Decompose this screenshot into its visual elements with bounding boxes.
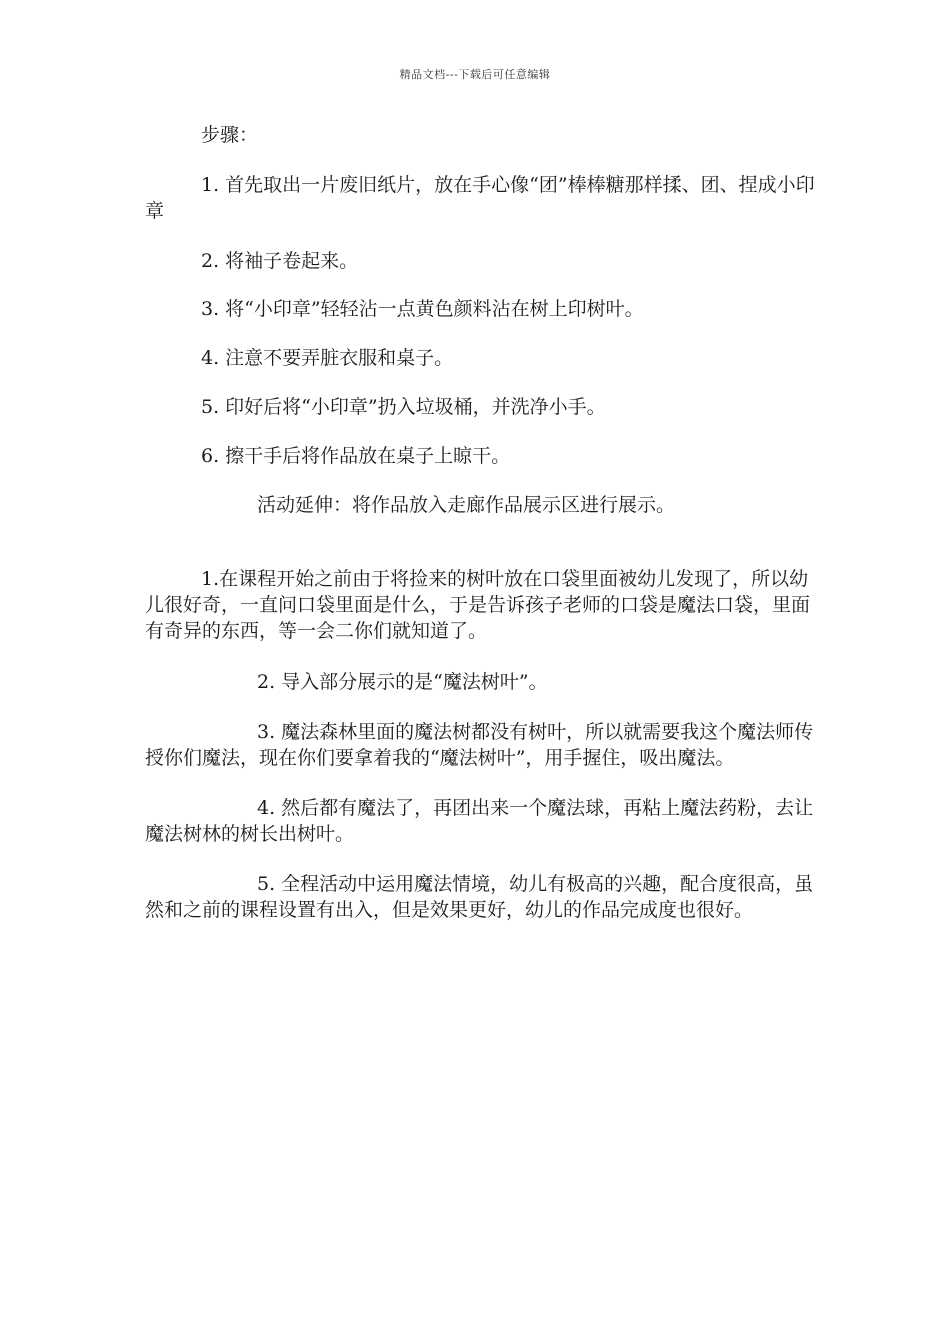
reflection-section <box>145 566 817 923</box>
step-item: 2. 将袖子卷起来。 <box>201 250 359 272</box>
steps-list <box>145 172 817 469</box>
reflection-item: 1.在课程开始之前由于将捡来的树叶放在口袋里面被幼儿发现了，所以幼儿很好奇，一直问口袋里面是什么，于是告诉孩子老师的口袋是魔法口袋，里面有奇异的东西，等一会二你们就知道了。 <box>145 568 811 642</box>
reflection-item: 4. 然后都有魔法了，再团出来一个魔法球，再粘上魔法药粉，去让魔法树林的树长出树叶。 <box>145 797 814 845</box>
activity-extension: 活动延伸：将作品放入走廊作品展示区进行展示。 <box>257 494 676 516</box>
page-header: 精品文档---下载后可任意编辑 <box>399 68 551 81</box>
step-item: 5. 印好后将“小印章”扔入垃圾桶，并洗净小手。 <box>201 396 606 418</box>
step-item: 4. 注意不要弄脏衣服和桌子。 <box>201 347 454 369</box>
step-item: 3. 将“小印章”轻轻沾一点黄色颜料沾在树上印树叶。 <box>201 298 644 320</box>
document-body <box>145 122 817 923</box>
step-item: 1. 首先取出一片废旧纸片，放在手心像“团”棒棒糖那样揉、团、捏成小印章 <box>145 174 815 222</box>
reflection-item: 3. 魔法森林里面的魔法树都没有树叶，所以就需要我这个魔法师传授你们魔法，现在你们要拿着我的“魔法树叶”，用手握住，吸出魔法。 <box>145 721 814 769</box>
reflection-item: 2. 导入部分展示的是“魔法树叶”。 <box>257 671 548 693</box>
steps-heading: 步骤： <box>201 124 259 146</box>
reflection-item: 5. 全程活动中运用魔法情境，幼儿有极高的兴趣，配合度很高，虽然和之前的课程设置有出入，但是效果更好，幼儿的作品完成度也很好。 <box>145 873 814 921</box>
step-item: 6. 擦干手后将作品放在桌子上晾干。 <box>201 445 511 467</box>
